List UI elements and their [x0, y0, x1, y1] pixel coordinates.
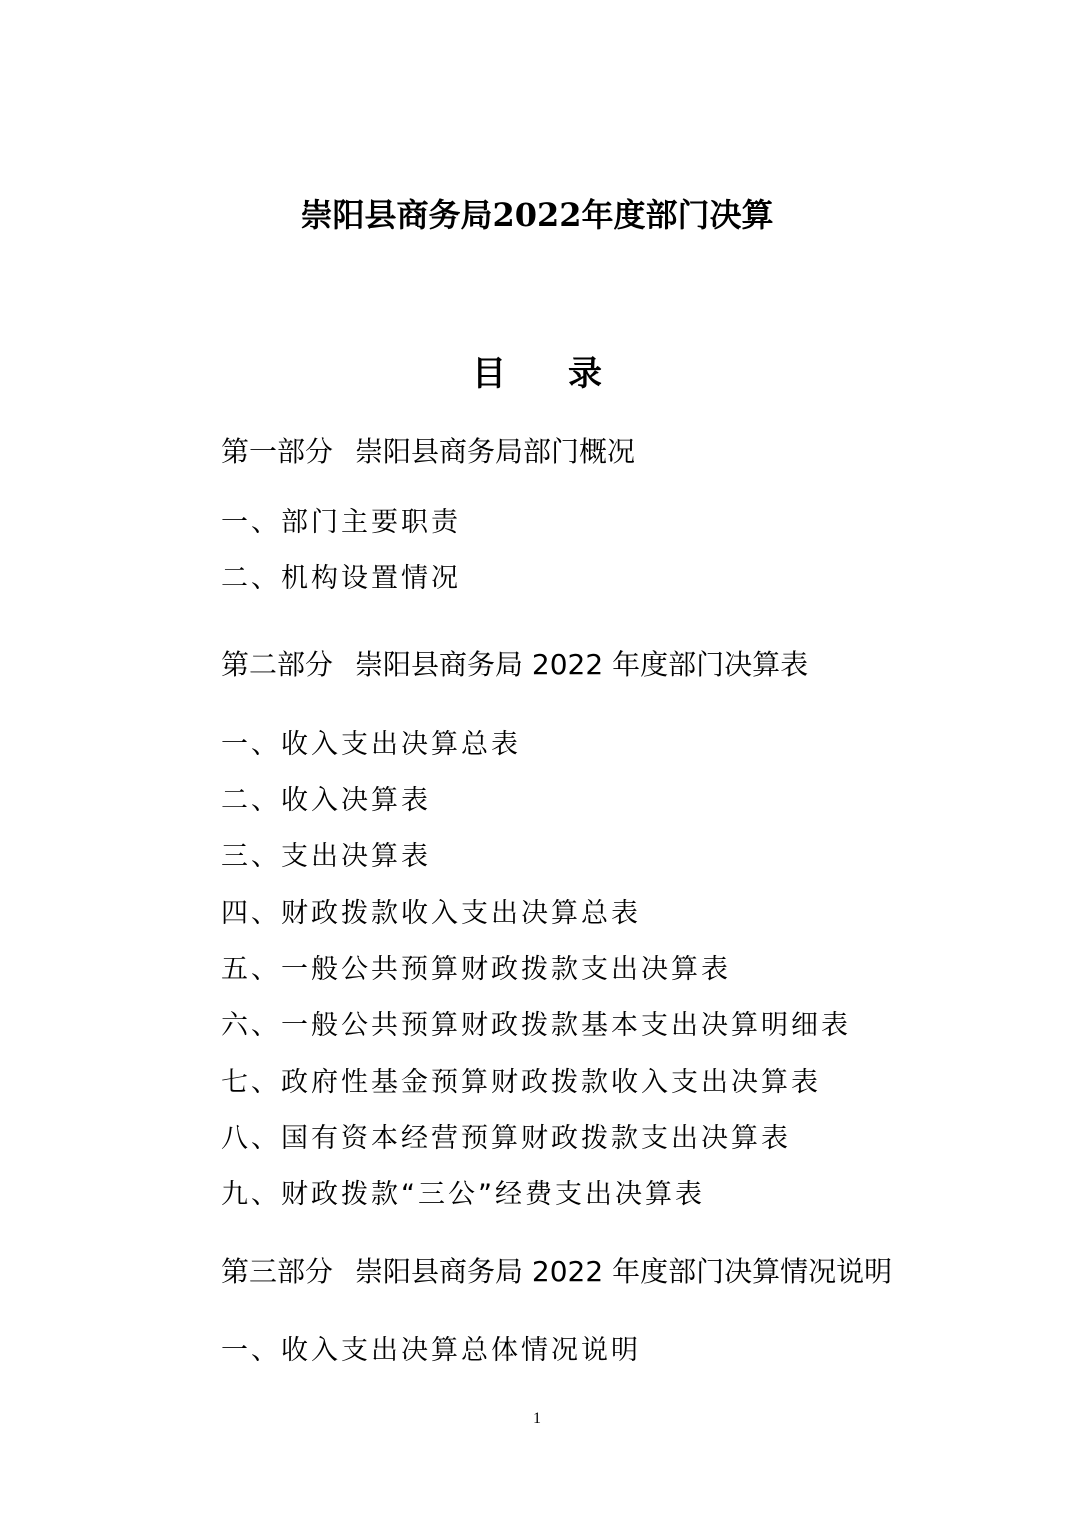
toc-item[interactable]: 四、财政拨款收入支出决算总表	[221, 898, 641, 929]
toc-item[interactable]: 一、部门主要职责	[221, 507, 461, 538]
toc-heading-char-1: 目	[472, 354, 506, 394]
toc-part-2[interactable]	[221, 643, 808, 683]
toc-item[interactable]: 二、机构设置情况	[221, 563, 461, 594]
toc-item[interactable]: 三、支出决算表	[221, 841, 431, 872]
toc-part-label: 第一部分	[221, 435, 334, 468]
toc-item[interactable]: 一、收入支出决算总表	[221, 729, 521, 760]
toc-item[interactable]: 六、一般公共预算财政拨款基本支出决算明细表	[221, 1010, 851, 1041]
toc-part-title: 崇阳县商务局 2022 年度部门决算情况说明	[355, 1255, 893, 1288]
toc-part-title: 崇阳县商务局 2022 年度部门决算表	[355, 648, 809, 681]
toc-item[interactable]: 一、收入支出决算总体情况说明	[221, 1335, 641, 1366]
toc-item[interactable]: 九、财政拨款“三公”经费支出决算表	[221, 1179, 705, 1210]
toc-part-3[interactable]	[221, 1250, 892, 1290]
toc-item[interactable]: 二、收入决算表	[221, 785, 431, 816]
toc-part-label: 第三部分	[221, 1255, 334, 1288]
toc-part-label: 第二部分	[221, 648, 334, 681]
toc-item[interactable]: 七、政府性基金预算财政拨款收入支出决算表	[221, 1067, 821, 1098]
toc-part-1[interactable]	[221, 430, 635, 470]
page-number: 1	[533, 1410, 541, 1427]
toc-heading-char-2: 录	[568, 354, 602, 394]
toc-part-title: 崇阳县商务局部门概况	[355, 435, 636, 468]
toc-heading	[0, 346, 1074, 395]
toc-item[interactable]: 八、国有资本经营预算财政拨款支出决算表	[221, 1123, 791, 1154]
toc-item[interactable]: 五、一般公共预算财政拨款支出决算表	[221, 954, 731, 985]
document-title: 崇阳县商务局2022年度部门决算	[300, 196, 774, 234]
